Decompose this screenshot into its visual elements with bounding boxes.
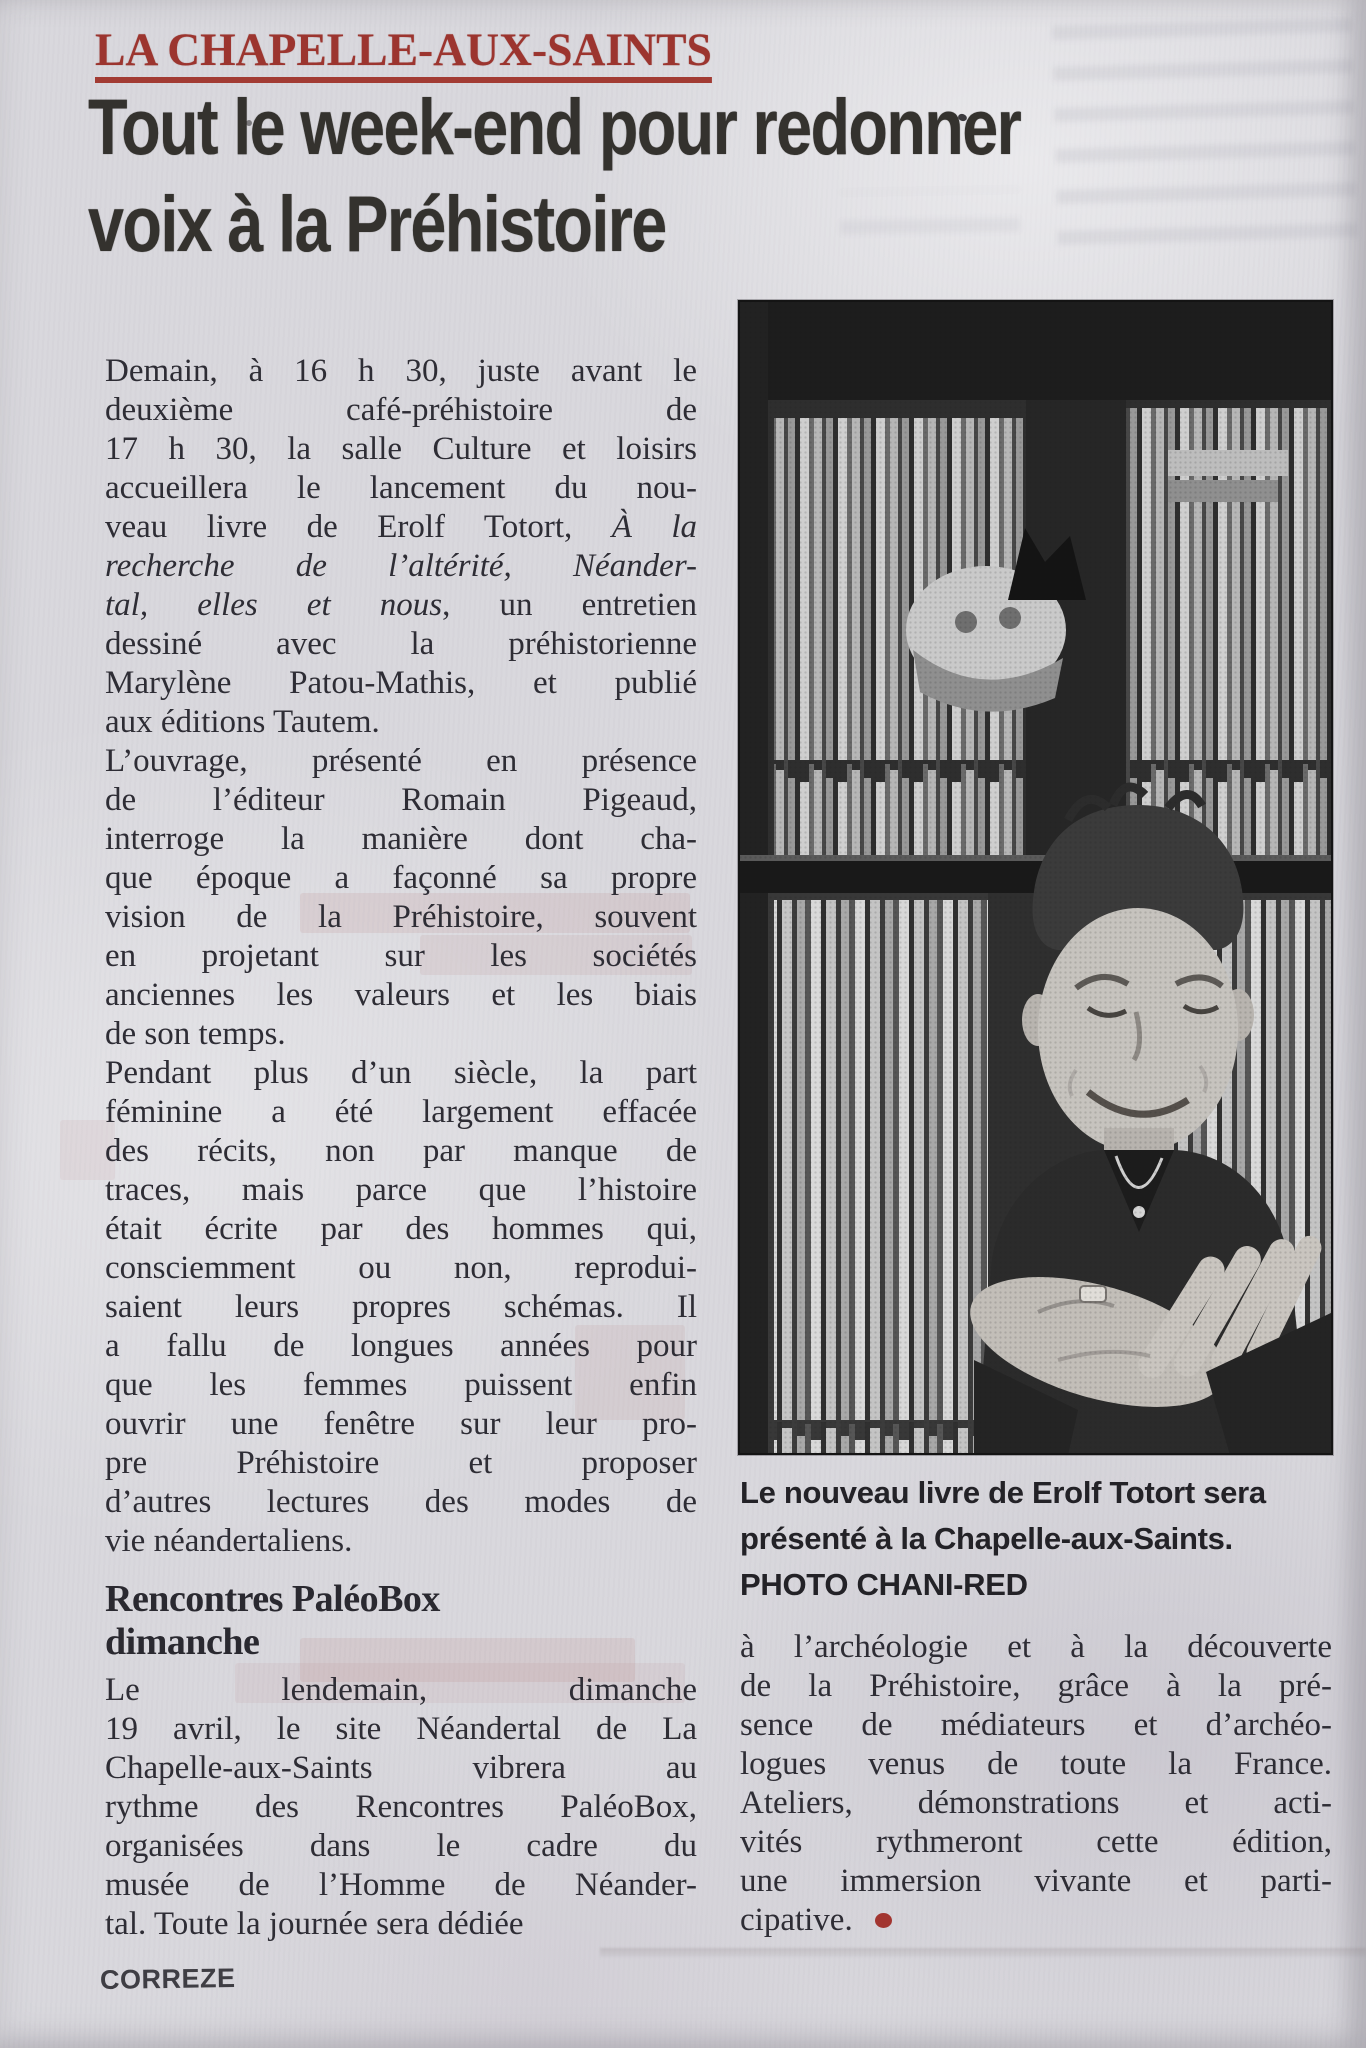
- text-line: présenté à la Chapelle-aux-Saints.: [740, 1521, 1233, 1556]
- text-line: était écrite par des hommes qui,: [105, 1211, 697, 1247]
- text-line: a fallu de longues années pour: [105, 1328, 697, 1364]
- text-line: veau livre de Erolf Totort, À la: [105, 509, 697, 545]
- text-line: rythme des Rencontres PaléoBox,: [105, 1789, 697, 1825]
- text-line: Marylène Patou-Mathis, et publié: [105, 665, 697, 701]
- photo-caption: [740, 1470, 1332, 1608]
- text-line: à l’archéologie et à la découverte: [740, 1629, 1332, 1665]
- text-line: ouvrir une fenêtre sur leur pro-: [105, 1406, 697, 1442]
- text-line: que les femmes puissent enfin: [105, 1367, 697, 1403]
- text-line: des récits, non par manque de: [105, 1133, 697, 1169]
- text-line: de l’éditeur Romain Pigeaud,: [105, 782, 697, 818]
- text-line: vision de la Préhistoire, souvent: [105, 899, 697, 935]
- portrait-photo-graphic: [738, 300, 1333, 1455]
- text-line: tal. Toute la journée sera dédiée: [105, 1906, 524, 1942]
- text-line: anciennes les valeurs et les biais: [105, 977, 697, 1013]
- article-column-left: [105, 352, 697, 1944]
- article-column-right: [740, 1628, 1332, 1940]
- subheading-line-2: dimanche: [105, 1621, 260, 1663]
- headline: [88, 78, 1225, 272]
- text-line: accueillera le lancement du nou-: [105, 470, 697, 506]
- text-line: cipative.: [740, 1901, 1332, 1940]
- text-line: vités rythmeront cette édition,: [740, 1824, 1332, 1860]
- text-line: Ateliers, démonstrations et acti-: [740, 1785, 1332, 1821]
- text-line: Le nouveau livre de Erolf Totort sera: [740, 1475, 1266, 1510]
- text-line: féminine a été largement effacée: [105, 1094, 697, 1130]
- text-line: Chapelle-aux-Saints vibrera au: [105, 1750, 697, 1786]
- headline-line-2: voix à la Préhistoire: [88, 179, 666, 268]
- text-line: dessiné avec la préhistorienne: [105, 626, 697, 662]
- text-line: recherche de l’altérité, Néander-: [105, 548, 697, 584]
- section-label: CORREZE: [99, 1963, 236, 1995]
- text-line: une immersion vivante et parti-: [740, 1863, 1332, 1899]
- subheading: [105, 1578, 697, 1664]
- paragraph: [105, 1054, 697, 1561]
- text-line: 19 avril, le site Néandertal de La: [105, 1711, 697, 1747]
- text-line: d’autres lectures des modes de: [105, 1484, 697, 1520]
- text-line: de son temps.: [105, 1016, 286, 1052]
- text-line: logues venus de toute la France.: [740, 1746, 1332, 1782]
- text-line: traces, mais parce que l’histoire: [105, 1172, 697, 1208]
- text-line: PHOTO CHANI-RED: [740, 1567, 1028, 1602]
- text-line: deuxième café-préhistoire de: [105, 392, 697, 428]
- text-line: Pendant plus d’un siècle, la part: [105, 1055, 697, 1091]
- subheading-line-1: Rencontres PaléoBox: [105, 1578, 440, 1620]
- text-line: sence de médiateurs et d’archéo-: [740, 1707, 1332, 1743]
- text-line: musée de l’Homme de Néander-: [105, 1867, 697, 1903]
- text-line: pre Préhistoire et proposer: [105, 1445, 697, 1481]
- text-line: Demain, à 16 h 30, juste avant le: [105, 353, 697, 389]
- paper-crease: [600, 1948, 1366, 1957]
- text-line: interroge la manière dont cha-: [105, 821, 697, 857]
- article-photo: [738, 300, 1333, 1455]
- text-line: organisées dans le cadre du: [105, 1828, 697, 1864]
- paragraph: [105, 742, 697, 1054]
- text-line: consciemment ou non, reprodui-: [105, 1250, 697, 1286]
- paragraph: [105, 352, 697, 742]
- text-line: aux éditions Tautem.: [105, 704, 380, 740]
- text-line: L’ouvrage, présenté en présence: [105, 743, 697, 779]
- text-line: que époque a façonné sa propre: [105, 860, 697, 896]
- paragraph: [105, 1671, 697, 1944]
- headline-line-1: Tout le week-end pour redonner: [88, 82, 1021, 171]
- text-line: saient leurs propres schémas. Il: [105, 1289, 697, 1325]
- text-line: 17 h 30, la salle Culture et loisirs: [105, 431, 697, 467]
- paragraph: [740, 1628, 1332, 1940]
- text-line: tal, elles et nous, un entretien: [105, 587, 698, 623]
- kicker: LA CHAPELLE-AUX-SAINTS: [95, 24, 712, 83]
- text-line: Le lendemain, dimanche: [105, 1672, 697, 1708]
- text-line: vie néandertaliens.: [105, 1523, 353, 1559]
- text-line: en projetant sur les sociétés: [105, 938, 697, 974]
- article-end-dot-icon: [875, 1913, 892, 1928]
- text-line: de la Préhistoire, grâce à la pré-: [740, 1668, 1332, 1704]
